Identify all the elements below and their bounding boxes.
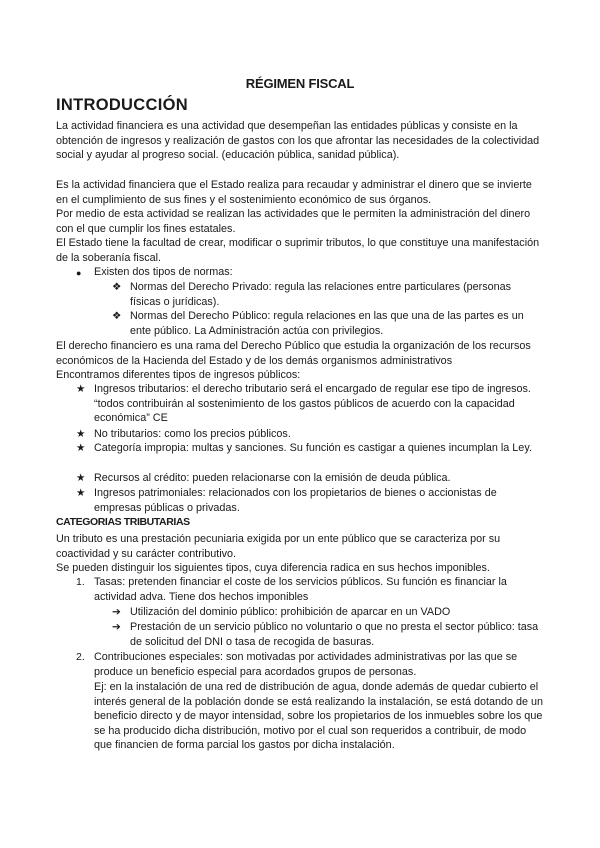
list-number: 1.	[76, 576, 85, 588]
diamond-bullet-icon: ❖	[112, 281, 122, 293]
star-bullet-icon: ★	[76, 487, 86, 499]
cat-paragraph-2: Se pueden distinguir los siguientes tipos, cuya diferencia radica en sus hechos imponibles.	[56, 562, 490, 574]
list-item-normas: Existen dos tipos de normas:	[94, 266, 233, 278]
diamond-bullet-icon: ❖	[112, 310, 122, 322]
intro-paragraph-2: Es la actividad financiera que el Estado realiza para recaudar y administrar el dinero que se invierte en el cumplimiento de sus fines y el sostenimiento económico de sus órganos.	[56, 179, 532, 206]
arrow-bullet-icon: ➔	[112, 606, 121, 618]
list-item-no-tributarios: No tributarios: como los precios públicos.	[94, 428, 291, 440]
list-item-contribuciones: Contribuciones especiales: son motivadas por actividades administrativas por las que se produce un beneficio especial para acordados grupos de personas.	[94, 651, 518, 678]
star-bullet-icon: ★	[76, 383, 86, 395]
arrow-bullet-icon: ➔	[112, 621, 121, 633]
list-item-servicio-publico: Prestación de un servicio público no voluntario o que no presta el sector público: tasa de solicitud del DNI o tasa de recogida de basuras.	[130, 621, 539, 648]
list-item-ingresos-patrimoniales: Ingresos patrimoniales: relacionados con los propietarios de bienes o accionistas de empresas públicas o privadas.	[94, 487, 497, 514]
list-item-norma-publico: Normas del Derecho Público: regula relaciones en las que una de las partes es un ente público. La Administración actúa con privilegios.	[130, 310, 524, 337]
list-item-ingresos-tributarios: Ingresos tributarios: el derecho tributario será el encargado de regular ese tipo de ingresos. “todos contribuirán al sostenimiento de los gastos públicos de acuerdo con la capacidad económica” CE	[94, 383, 531, 425]
intro-paragraph-5: El derecho financiero es una rama del Derecho Público que estudia la organización de los recursos económicos de la Hacienda del Estado y de los demás organismos administrativos	[56, 340, 531, 367]
list-number: 2.	[76, 651, 85, 663]
intro-paragraph-6: Encontramos diferentes tipos de ingresos públicos:	[56, 369, 301, 381]
star-bullet-icon: ★	[76, 428, 86, 440]
intro-paragraph-1: La actividad financiera es una actividad que desempeñan las entidades públicas y consiste en la obtención de ingresos y realización de gastos con los que afrontar las necesidades de la colectividad social y ayudar al progreso social. (educación pública, sanidad pública).	[56, 120, 540, 162]
cat-paragraph-1: Un tributo es una prestación pecuniaria exigida por un ente público que se caracteriza por su coactividad y su carácter contributivo.	[56, 533, 501, 560]
example-paragraph: Ej: en la instalación de una red de distribución de agua, donde además de quedar cubierto el interés general de la población donde se está realizando la instalación, se está dotando de un beneficio directo y de mayor intensidad, sobre los propietarios de los inmuebles sobre los que se ha producido dicha distribución, motivo por el cual son requeridos a contribuir, de modo que financien de forma parcial los gastos por dicha instalación.	[94, 681, 543, 752]
list-item-categoria-impropia: Categoría impropia: multas y sanciones. Su función es castigar a quienes incumplan la Ley.	[94, 442, 532, 454]
list-item-dominio-publico: Utilización del dominio público: prohibición de aparcar en un VADO	[130, 606, 451, 618]
intro-paragraph-3: Por medio de esta actividad se realizan las actividades que le permiten la administración del dinero con el que cumplir los fines estatales.	[56, 208, 531, 235]
section-heading-categorias: CATEGORIAS TRIBUTARIAS	[56, 516, 190, 528]
section-heading-introduccion: INTRODUCCIÓN	[56, 96, 188, 114]
list-item-norma-privado: Normas del Derecho Privado: regula las relaciones entre particulares (personas físicas o jurídicas).	[130, 281, 512, 308]
list-item-tasas: Tasas: pretenden financiar el coste de los servicios públicos. Su función es financiar la actividad adva. Tiene dos hechos imponibles	[94, 576, 507, 603]
list-item-recursos-credito: Recursos al crédito: pueden relacionarse con la emisión de deuda pública.	[94, 472, 451, 484]
star-bullet-icon: ★	[76, 472, 86, 484]
intro-paragraph-4: El Estado tiene la facultad de crear, modificar o suprimir tributos, lo que constituye una manifestación de la soberanía fiscal.	[56, 237, 540, 264]
bullet-icon: ●	[76, 268, 82, 278]
document-title: RÉGIMEN FISCAL	[245, 76, 355, 91]
star-bullet-icon: ★	[76, 442, 86, 454]
